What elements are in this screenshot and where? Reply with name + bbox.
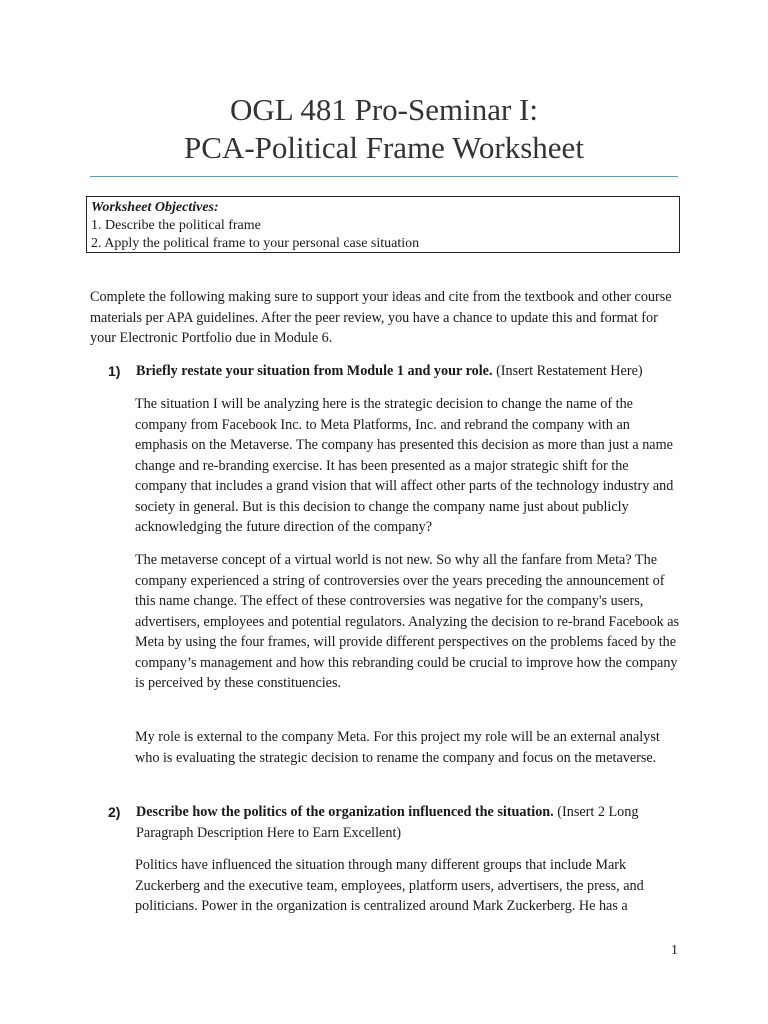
question-hint: (Insert Restatement Here) [492, 363, 643, 379]
objectives-box [86, 196, 680, 253]
question-prompt: Briefly restate your situation from Module 1 and your role. [136, 363, 493, 379]
objectives-heading: Worksheet Objectives: [91, 200, 219, 215]
objective-item: 1. Describe the political frame [91, 218, 261, 233]
document-title [90, 91, 678, 167]
intro-paragraph: Complete the following making sure to support your ideas and cite from the textbook and other course materials per APA guidelines. After the peer review, you have a chance to update this and format for your Electronic Portfolio due in Module 6. [90, 289, 672, 346]
question-number: 2) [108, 804, 121, 820]
title-divider [90, 176, 678, 177]
question-hint: (Insert 2 Long Paragraph Description Here to Earn Excellent) [136, 804, 639, 841]
objective-item: 2. Apply the political frame to your personal case situation [91, 236, 420, 251]
title-line-1: OGL 481 Pro-Seminar I: [230, 92, 538, 127]
answer-paragraph: The metaverse concept of a virtual world is not new. So why all the fanfare from Meta? The company experienced a string of controversies over the years preceding the announcement of this name change. The effect of these controversies was negative for the company's users, advertisers, employees and potential regulators. Analyzing the decision to re-brand Facebook as Meta by using the four frames, will provide different perspectives on the problems faced by the company’s management and how this rebranding could be crucial to improve how the company is perceived by these constituencies. [135, 552, 680, 691]
question-2 [108, 802, 680, 843]
question-prompt: Describe how the politics of the organization influenced the situation. [136, 804, 554, 820]
answer-paragraph: My role is external to the company Meta. For this project my role will be an external analyst who is evaluating the strategic decision to rename the company and focus on the metaverse. [135, 729, 660, 766]
question-1 [108, 361, 680, 382]
question-number: 1) [108, 363, 121, 379]
title-line-2: PCA-Political Frame Worksheet [184, 130, 584, 165]
answer-paragraph: Politics have influenced the situation through many different groups that include Mark Zuckerberg and the executive team, employees, platform users, advertisers, the press, and politicians. Power in the organization is centralized around Mark Zuckerberg. He has a [135, 857, 644, 914]
answer-paragraph: The situation I will be analyzing here is the strategic decision to change the name of the company from Facebook Inc. to Meta Platforms, Inc. and rebrand the company with an emphasis on the Metaverse. The company has presented this decision as more than just a name change and re-branding exercise. It has been presented as a major strategic shift for the company that includes a grand vision that will affect other parts of the technology industry and society in general. But is this decision to change the company name just about publicly acknowledging the future direction of the company? [135, 396, 674, 535]
page-number: 1 [671, 943, 678, 958]
